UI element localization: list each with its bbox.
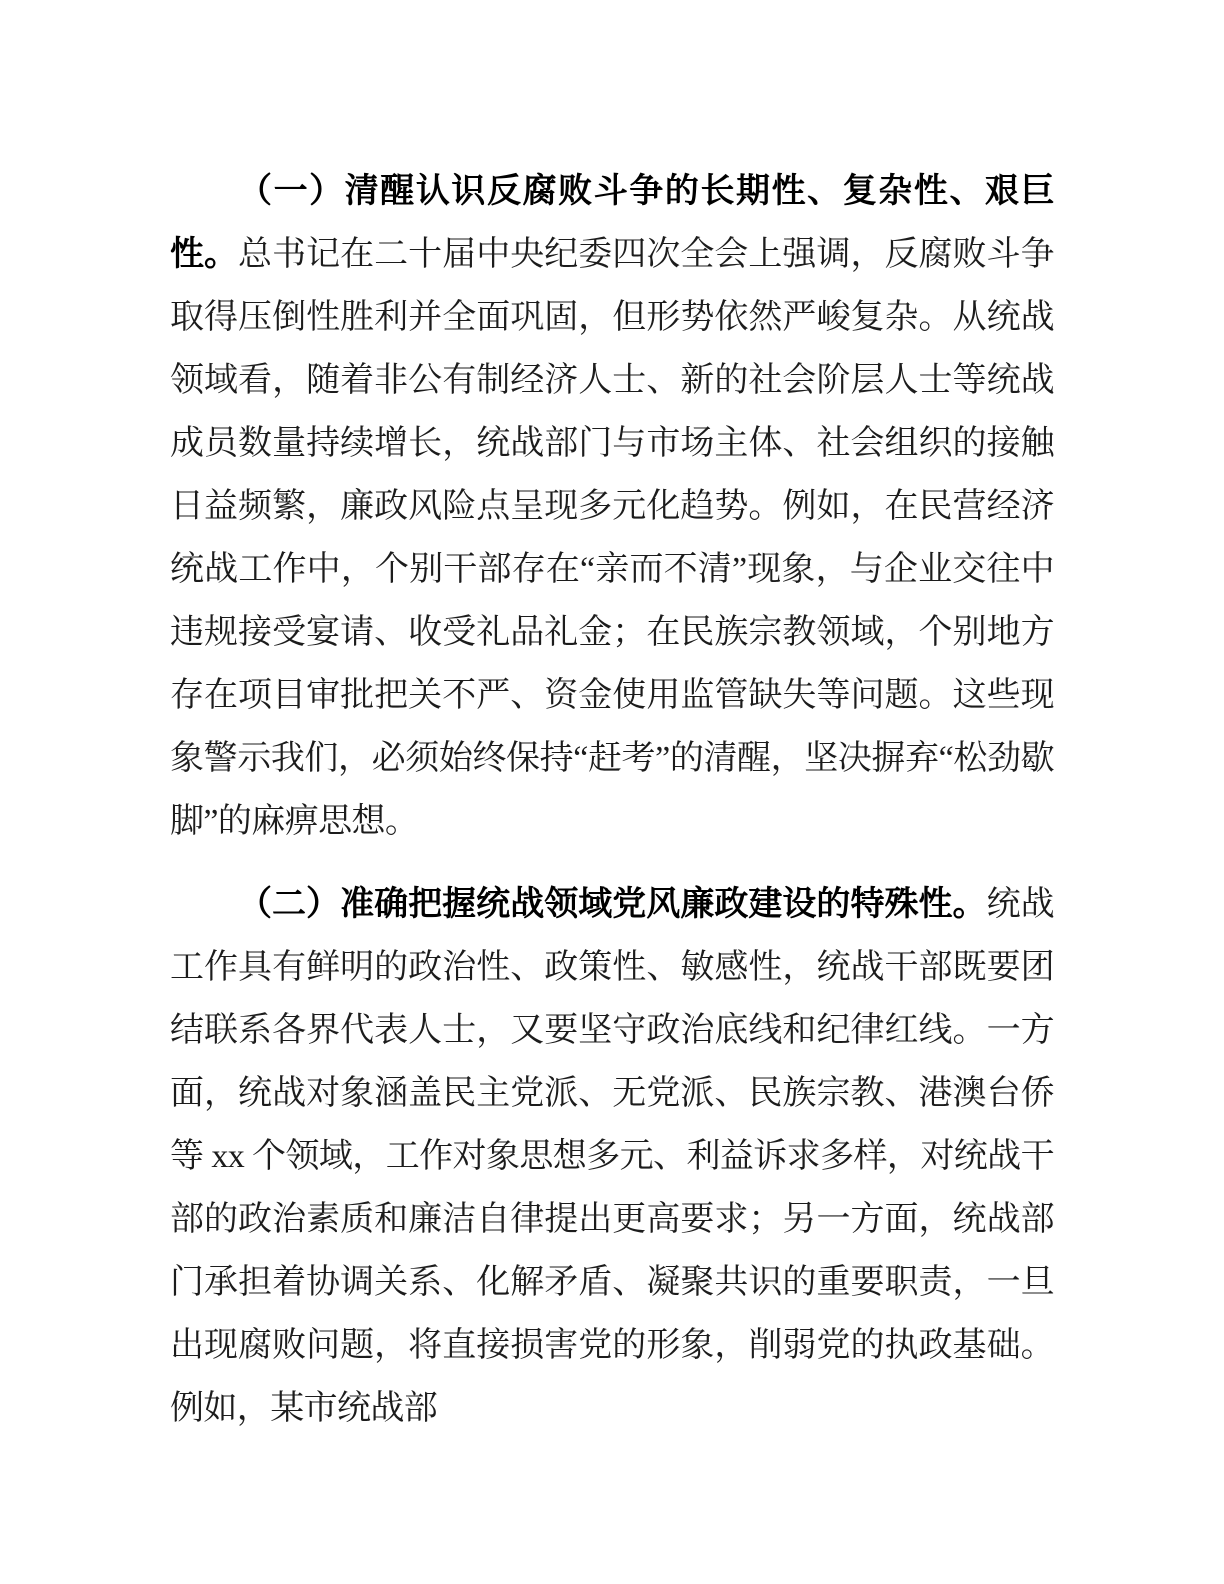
paragraph-2 [170,873,1054,1440]
paragraph-2-heading: （二）准确把握统战领域党风廉政建设的特殊性。 [238,885,987,923]
document-body [170,160,1054,1440]
paragraph-2-text: 统战工作具有鲜明的政治性、政策性、敏感性，统战干部既要团结联系各界代表人士，又要坚守政治底线和纪律红线。一方面，统战对象涵盖民主党派、无党派、民族宗教、港澳台侨等 xx 个领域，工作对象思想多元、利益诉求多样，对统战干部的政治素质和廉洁自律提出更高要求；另一方面，统战部门承担着协调关系、化解矛盾、凝聚共识的重要职责，一旦出现腐败问题，将直接损害党的形象，削弱党的执政基础。例如，某市统战部 [170,886,1054,1427]
paragraph-1-heading: （一）清醒认识反腐败斗争的长期性、复杂性、艰巨性。 [170,172,1054,273]
paragraph-1-text: 总书记在二十届中央纪委四次全会上强调，反腐败斗争取得压倒性胜利并全面巩固，但形势依然严峻复杂。从统战领域看，随着非公有制经济人士、新的社会阶层人士等统战成员数量持续增长，统战部门与市场主体、社会组织的接触日益频繁，廉政风险点呈现多元化趋势。例如，在民营经济统战工作中，个别干部存在“亲而不清”现象，与企业交往中违规接受宴请、收受礼品礼金；在民族宗教领域，个别地方存在项目审批把关不严、资金使用监管缺失等问题。这些现象警示我们，必须始终保持“赶考”的清醒，坚决摒弃“松劲歇脚”的麻痹思想。 [170,236,1054,840]
paragraph-1 [170,160,1054,853]
